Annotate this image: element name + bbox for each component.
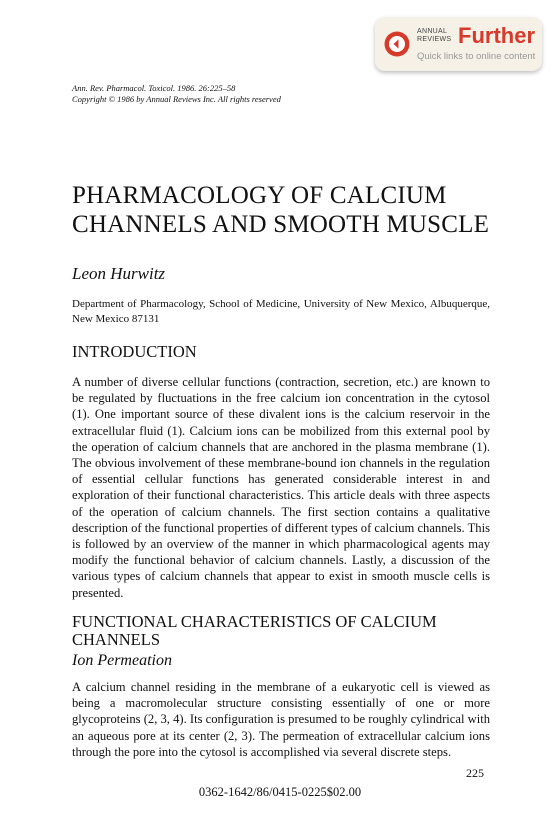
badge-further-label: Further <box>458 23 535 48</box>
footer-code: 0362-1642/86/0415-0225$02.00 <box>198 785 362 799</box>
title-line-2: CHANNELS AND SMOOTH MUSCLE <box>72 211 490 238</box>
functional-characteristics-heading <box>72 613 437 649</box>
functional-heading-line-2: CHANNELS <box>72 630 161 649</box>
functional-heading-line-1: FUNCTIONAL CHARACTERISTICS OF CALCIUM <box>72 612 437 631</box>
introduction-heading: INTRODUCTION <box>72 342 197 361</box>
author-affiliation: Department of Pharmacology, School of Medicine, University of New Mexico, Albuquerque, New Mexico 87131 <box>72 298 490 325</box>
citation <box>72 83 372 105</box>
article-title <box>72 181 512 239</box>
annual-reviews-logo-icon <box>384 31 410 57</box>
ion-permeation-subheading: Ion Permeation <box>72 652 172 669</box>
ion-permeation-paragraph: A calcium channel residing in the membrane of a eukaryotic cell is viewed as being a macromolecular structure consisting essentially of one or more glycoproteins (2, 3, 4). Its configuration is presumed to be roughly cylindrical with an aqueous pore at its center (2, 3). The permeation of extracellular calcium ions through the pore into the cytosol is accomplished via several discrete steps. <box>72 680 490 759</box>
page-number: 225 <box>466 766 484 780</box>
introduction-paragraph: A number of diverse cellular functions (contraction, secretion, etc.) are known to be regulated by fluctuations in the free calcium ion concentration in the cytosol (1). One important source of these divalent ions is the calcium reservoir in the extracellular fluid (1). Calcium ions can be mobilized from this external pool by the operation of calcium channels that are anchored in the plasma membrane (1). The obvious involvement of these membrane-bound ion channels in the regulation of essential cellular functions has generated considerable interest in and exploration of their functional characteristics. This article deals with three aspects of the operation of calcium channels. The first section contains a qualitative description of the functional properties of different types of calcium channels. This is followed by an overview of the manner in which pharmacological agents may modify the functional behavior of calcium channels. Lastly, a discussion of the various types of calcium channels that appear to exist in smooth muscle cells is presented. <box>72 375 490 600</box>
author-name: Leon Hurwitz <box>72 264 166 283</box>
badge-subtitle: Quick links to online content <box>417 51 536 62</box>
further-badge[interactable] <box>375 17 542 71</box>
badge-brand: ANNUAL REVIEWS <box>417 28 452 43</box>
citation-copyright: Copyright © 1986 by Annual Reviews Inc. All rights reserved <box>72 94 281 104</box>
citation-journal: Ann. Rev. Pharmacol. Toxicol. 1986. 26:225–58 <box>72 83 236 93</box>
title-line-1: PHARMACOLOGY OF CALCIUM <box>72 182 447 209</box>
